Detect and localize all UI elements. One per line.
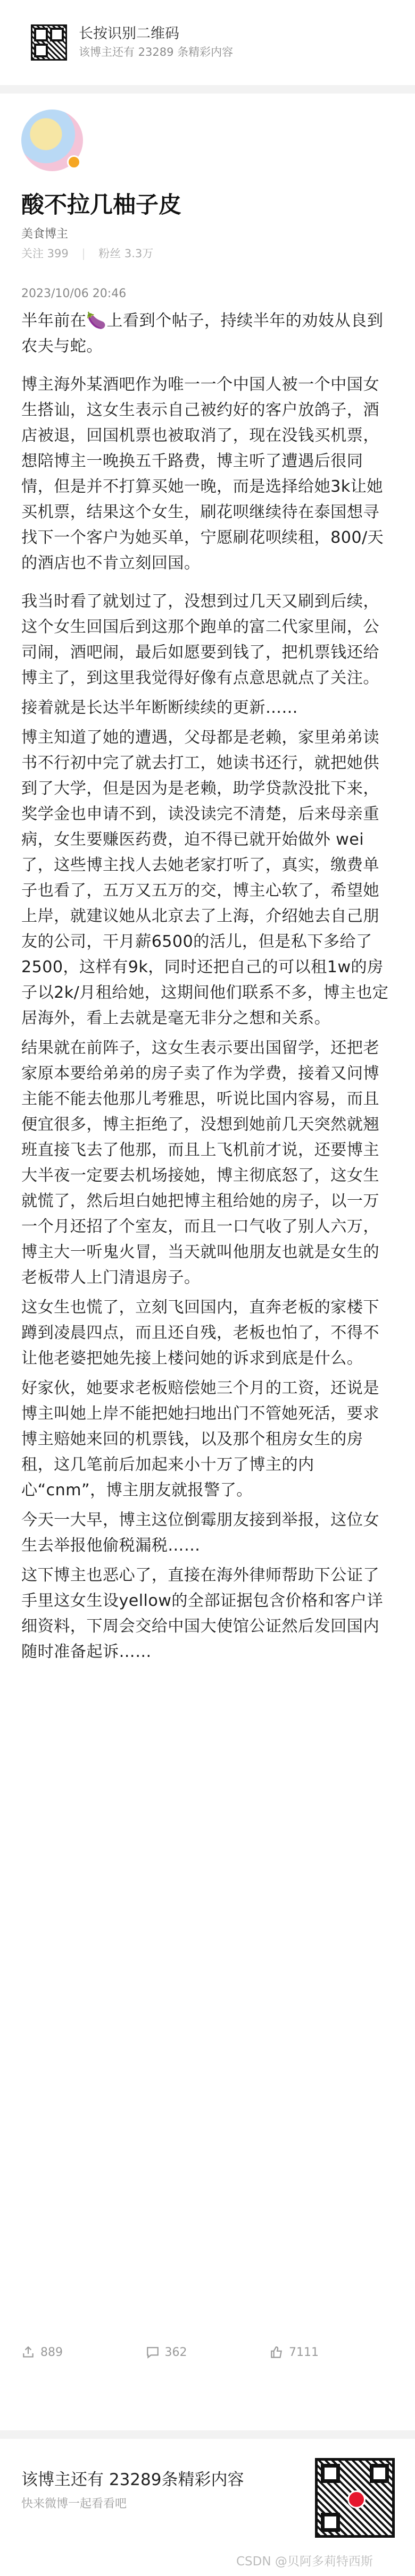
paragraph: 半年前在🍆上看到个帖子，持续半年的劝妓从良到农夫与蛇。 — [21, 312, 384, 356]
paragraph: 今天一大早，博主这位倒霉朋友接到举报，这位女生去举报他偷税漏税…… — [21, 1511, 379, 1555]
like-count: 7111 — [289, 2345, 319, 2359]
banner-text — [79, 24, 233, 61]
weibo-logo-icon — [347, 2490, 366, 2508]
paragraph: 这女生也慌了，立刻飞回国内，直奔老板的家楼下蹲到凌晨四点，而且还自残，老板也怕了，不得不让他老婆把她先接上楼问她的诉求到底是什么。 — [21, 1298, 379, 1368]
paragraph: 接着就是长达半年断断续续的更新…… — [21, 698, 298, 717]
paragraph: 好家伙，她要求老板赔偿她三个月的工资，还说是博主叫她上岸不能把她扫地出门不管她死活，要求博主赔她来回的机票钱，以及那个租房女生的房租，这几笔前后加起来小十万了博主的内心“cnm”，博主朋友就报警了。 — [21, 1379, 379, 1500]
verified-badge-icon — [67, 155, 81, 169]
paragraph: 我当时看了就划过了，没想到过几天又刷到后续，这个女生回国后到这那个跑单的富二代家里闹，公司闹，酒吧闹，最后如愿要到钱了，把机票钱还给博主了，到这里我觉得好像有点意思就点了关注。 — [21, 592, 379, 687]
watermark: CSDN @贝阿多莉特西斯 — [236, 2555, 373, 2569]
qr-code-icon[interactable] — [31, 24, 67, 61]
paragraph: 这下博主也恶心了，直接在海外律师帮助下公证了手里这女生设yellow的全部证据包含价格和客户详细资料，下周会交给中国大使馆公证然后发回国内随时准备起诉…… — [21, 1566, 383, 1661]
bottom-subtitle: 快来微博一起看看吧 — [21, 2497, 127, 2511]
fans-count: 粉丝 3.3万 — [98, 247, 154, 260]
comment-icon — [146, 2345, 160, 2359]
comment-count: 362 — [164, 2345, 187, 2359]
user-stats: 关注 399 | 粉丝 3.3万 — [21, 247, 154, 260]
divider — [0, 2430, 415, 2439]
post-header — [21, 110, 394, 302]
weibo-qr-code-icon[interactable] — [315, 2458, 395, 2538]
paragraph: 结果就在前阵子，这女生表示要出国留学，还把老家原本要给弟弟的房子卖了作为学费，接着又问博主能不能去他那儿考雅思，听说比国内容易，而且便宜很多，博主拒绝了，没想到她前几天突然就翘班直接飞去了他那，而且上飞机前才说，还要博主大半夜一定要去机场接她，博主彻底怒了，这女生就慌了，然后坦白她把博主租给她的房子，以一万一个月还招了个室友，而且一口气收了别人六万，博主大一听鬼火冒，当天就叫他朋友也就是女生的老板带人上门清退房子。 — [21, 1039, 379, 1287]
paragraph: 博主知道了她的遭遇，父母都是老赖，家里弟弟读书不行初中完了就去打工，她读书还行，就把她供到了大学，但是因为是老赖，助学贷款没批下来，奖学金也申请不到，读没读完不清楚，后来母亲重病，女生要赚医药费，迫不得已就开始做外 wei 了，这些博主找人去她老家打听了，真实，缴费单子也看了，五万又五万的交，博主心软了，希望她上岸，就建议她从北京去了上海，介绍她去自己朋友的公司，干月薪6500的活儿，但是私下多给了2500，这样有9k，同时还把自己的可以租1w的房子以2k/月租给她，这期间他们联系不多，博主也定居海外，看上去就是毫无非分之想和关系。 — [21, 728, 389, 1028]
divider — [0, 85, 415, 94]
post-date: 2023/10/06 20:46 — [21, 287, 127, 300]
thumbs-up-icon — [270, 2345, 284, 2359]
user-description: 美食博主 — [21, 228, 69, 241]
share-button[interactable] — [21, 2345, 145, 2359]
avatar[interactable] — [21, 110, 83, 171]
like-button[interactable] — [270, 2345, 394, 2359]
banner-title: 长按识别二维码 — [79, 26, 179, 42]
paragraph: 博主海外某酒吧作为唯一一个中国人被一个中国女生搭讪，这女生表示自己被约好的客户放鸽子，酒店被退，回国机票也被取消了，现在没钱买机票，想陪博主一晚换五千路费，博主听了遭遇后很同情，但是并不打算买她一晚，而是选择给她3k让她买机票，结果这个女生，刷花呗继续待在泰国想寻找下一个客户为她买单，宁愿刷花呗续租，800/天的酒店也不肯立刻回国。 — [21, 375, 384, 573]
bottom-text — [21, 2469, 244, 2513]
username[interactable]: 酸不拉几柚子皮 — [21, 192, 181, 218]
post-content — [21, 308, 394, 1669]
bottom-title: 该博主还有 23289条精彩内容 — [21, 2470, 244, 2489]
comment-button[interactable] — [146, 2345, 270, 2359]
share-count: 889 — [40, 2345, 63, 2359]
follow-count: 关注 399 — [21, 247, 69, 260]
qr-banner — [0, 0, 415, 85]
share-icon — [21, 2345, 35, 2359]
action-bar — [21, 2345, 394, 2359]
banner-subtitle: 该博主还有 23289 条精彩内容 — [79, 46, 234, 58]
